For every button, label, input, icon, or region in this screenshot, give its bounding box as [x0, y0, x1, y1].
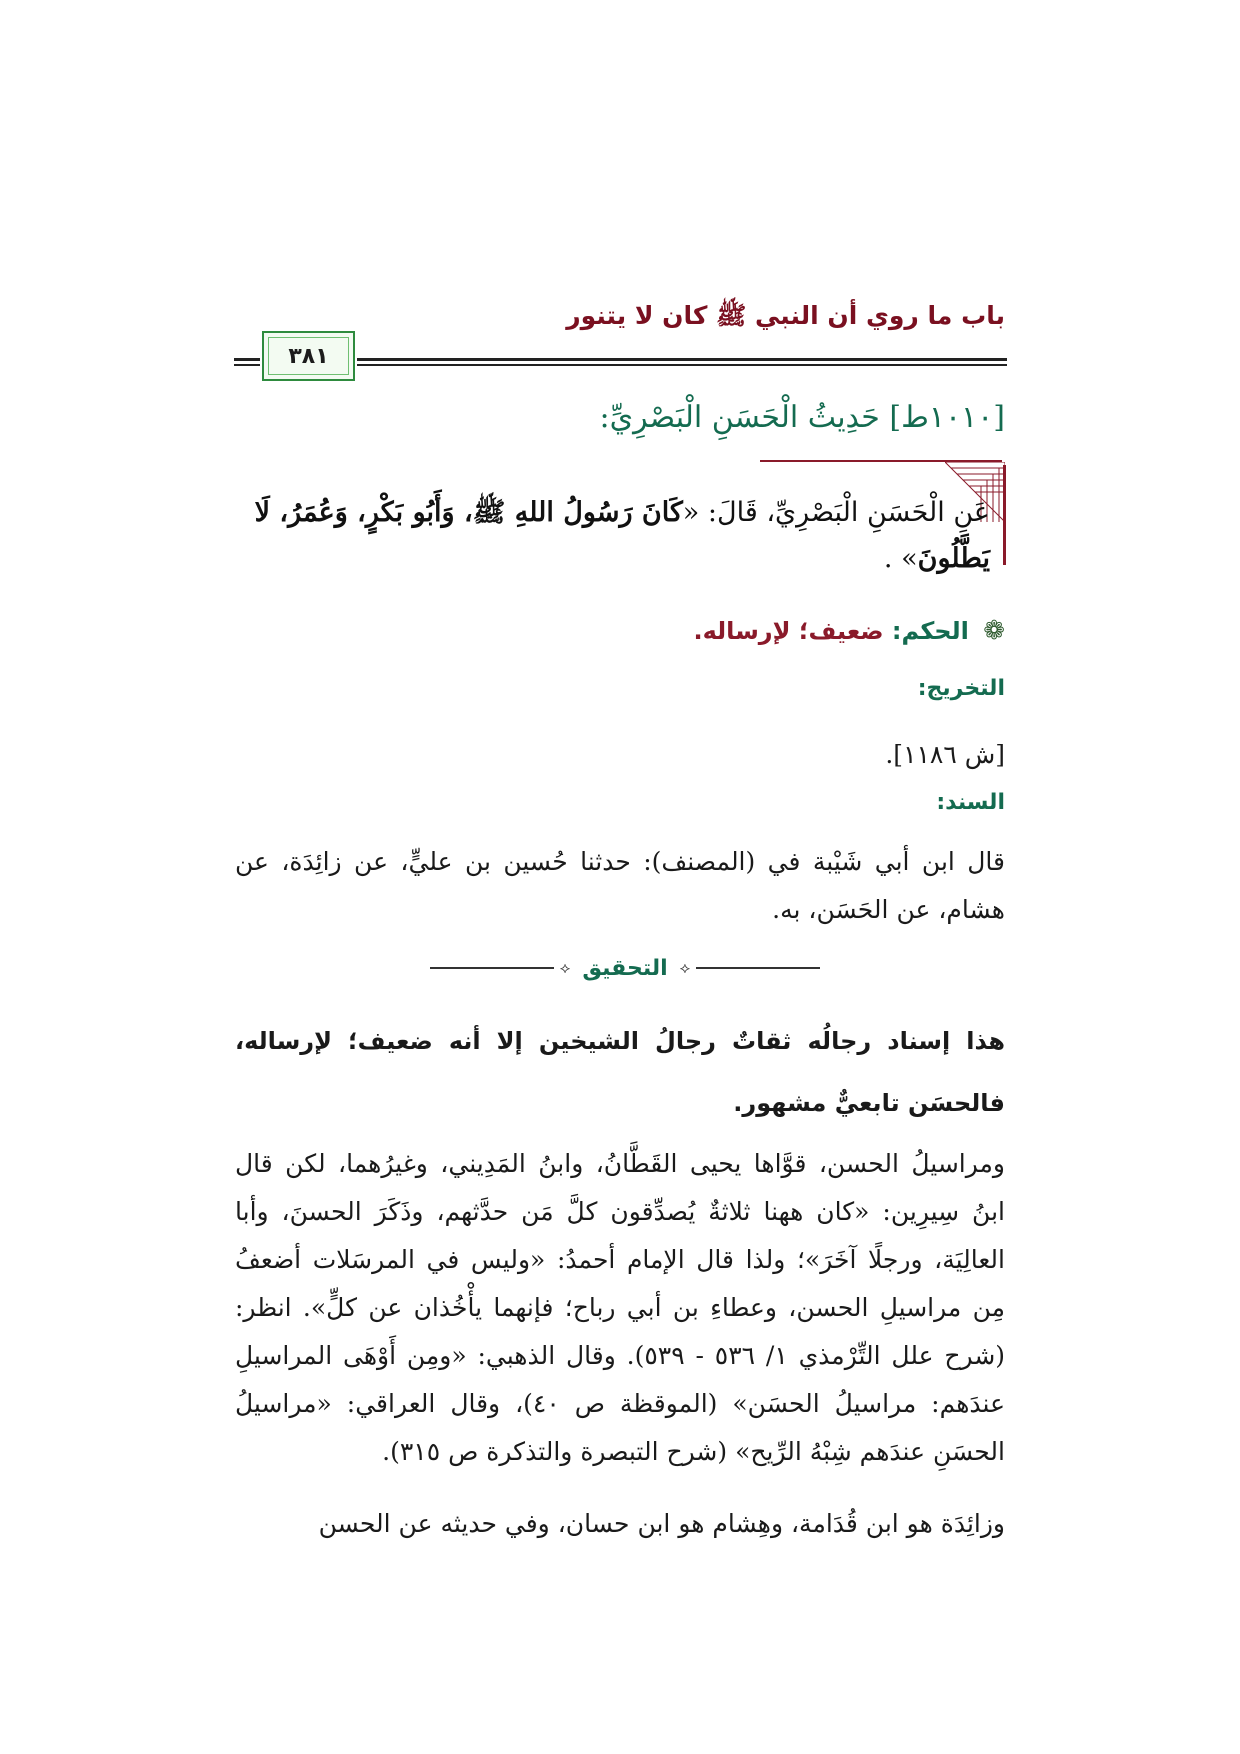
tahqiq-heading: التحقيق: [582, 955, 668, 981]
header-rule-left: [234, 358, 260, 366]
page-number: ٣٨١: [288, 343, 329, 369]
hadith-side-bar: [1003, 465, 1006, 565]
hadith-narrator: عَنِ الْحَسَنِ الْبَصْرِيِّ، قَالَ: «: [682, 497, 990, 528]
tahqiq-paragraph: ومراسيلُ الحسن، قوَّاها يحيى القَطَّانُ، وابنُ المَدِيني، وغيرُهما، لكن قال ابنُ سِيرِين: «كان ههنا ثلاثةٌ يُصدِّقون كلَّ مَن حدَّثهم، وذَكَرَ الحسنَ، وأبا العالِيَة، ورجلًا آخَرَ»؛ ولذا قال الإمام أحمدُ: «وليس في المرسَلات أضعفُ مِن مراسيلِ الحسن، وعطاءِ بن أبي رباح؛ فإنهما يأْخُذان عن كلٍّ». انظر: (شرح علل التِّرْمذي ١/ ٥٣٦ - ٥٣٩). وقال الذهبي: «ومِن أَوْهَى المراسيلِ عندَهم: مراسيلُ الحسَن» (الموقظة ص ٤٠)، وقال العراقي: «مراسيلُ الحسَنِ عندَهم شِبْهُ الرِّيح» (شرح التبصرة والتذكرة ص ٣١٥).: [235, 1149, 1006, 1466]
header-rule: [357, 358, 1007, 366]
ornament-icon: ⟡: [679, 958, 691, 977]
divider-line: [696, 967, 820, 969]
tahqiq-summary: هذا إسناد رجالُه ثقاتٌ رجالُ الشيخين إلا أنه ضعيف؛ لإرساله، فالحسَن تابعيٌّ مشهور.: [235, 1027, 1005, 1117]
hadith-matn: كَانَ رَسُولُ اللهِ ﷺ، وَأَبُو بَكْرٍ، وَعُمَرُ، لَا يَطَّلُونَ: [254, 497, 990, 574]
sanad-text: قال ابن أبي شَيْبة في (المصنف): حدثنا حُسين بن عليٍّ، عن زائِدَة، عن هشام، عن الحَسَن، به.: [235, 847, 1005, 924]
takhrij-reference: [ش ١١٨٦].: [885, 740, 1005, 769]
ruling-label: الحكم:: [891, 617, 969, 645]
ruling-value: ضعيف؛ لإرساله.: [693, 617, 884, 645]
page-number-frame: [262, 331, 355, 381]
takhrij-heading: التخريج:: [917, 676, 1005, 701]
divider-line: [430, 967, 554, 969]
hadith-closing: » .: [883, 543, 918, 574]
tahqiq-divider: [430, 948, 820, 988]
flower-icon: ❁: [983, 616, 1005, 646]
running-head: باب ما روي أن النبي ﷺ كان لا يتنور: [566, 301, 1005, 330]
hadith-text: [235, 490, 990, 582]
tahqiq-paragraph-2: وزائِدَة هو ابن قُدَامة، وهِشام هو ابن حسان، وفي حديثه عن الحسن: [318, 1509, 1005, 1538]
sanad-heading: السند:: [936, 790, 1005, 815]
ruling-line: [245, 616, 1005, 646]
ornament-icon: ⟡: [559, 958, 571, 977]
hadith-title: [١٠١٠ط] حَدِيثُ الْحَسَنِ الْبَصْرِيِّ:: [599, 400, 1005, 435]
